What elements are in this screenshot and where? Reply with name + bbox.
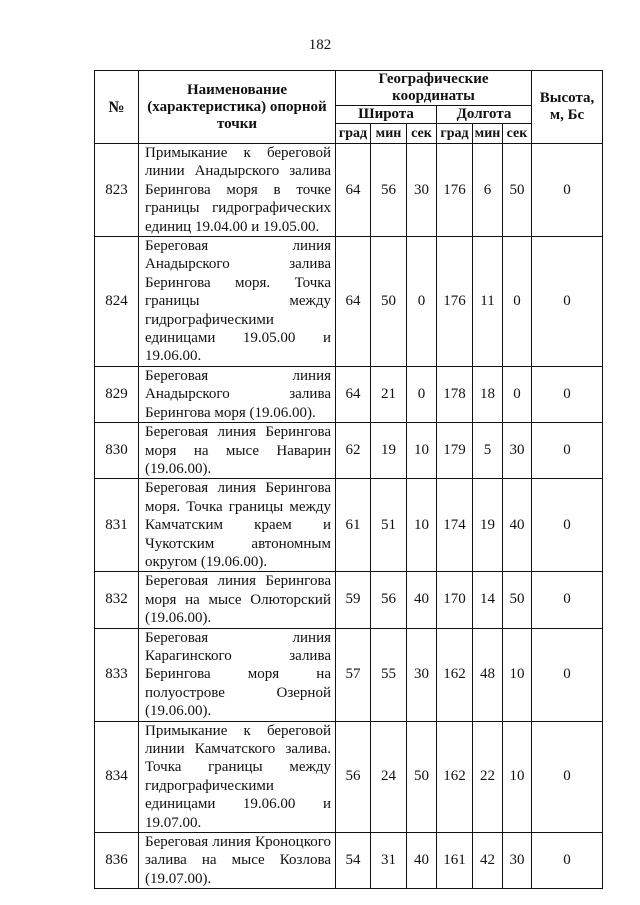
control-points-table	[94, 70, 603, 889]
point-description: Береговая линия Карагинского залива Берингова моря на полуострове Озерной (19.06.00).	[139, 628, 336, 721]
lat-seconds: 30	[407, 628, 437, 721]
header-latitude: Широта	[336, 106, 437, 124]
header-lat-minutes: мин	[371, 124, 407, 144]
point-number: 830	[95, 423, 139, 479]
lon-minutes: 6	[473, 144, 503, 237]
header-lat-degrees: град	[336, 124, 371, 144]
lat-degrees: 62	[336, 423, 371, 479]
table-row	[95, 721, 603, 832]
header-lon-seconds: сек	[503, 124, 532, 144]
point-description: Береговая линия Берингова моря на мысе Олюторский (19.06.00).	[139, 572, 336, 628]
lon-minutes: 42	[473, 833, 503, 889]
height-value: 0	[532, 423, 603, 479]
lat-seconds: 10	[407, 479, 437, 572]
point-number: 831	[95, 479, 139, 572]
lat-degrees: 56	[336, 721, 371, 832]
lat-minutes: 24	[371, 721, 407, 832]
lon-minutes: 22	[473, 721, 503, 832]
lat-seconds: 40	[407, 572, 437, 628]
lat-degrees: 64	[336, 144, 371, 237]
header-lat-seconds: сек	[407, 124, 437, 144]
point-description: Береговая линия Берингова моря на мысе Наварин (19.06.00).	[139, 423, 336, 479]
height-value: 0	[532, 366, 603, 422]
point-number: 832	[95, 572, 139, 628]
lat-degrees: 61	[336, 479, 371, 572]
lat-seconds: 50	[407, 721, 437, 832]
point-description: Береговая линия Анадырского залива Берингова моря. Точка границы между гидрографическими единицами 19.05.00 и 19.06.00.	[139, 237, 336, 367]
point-number: 823	[95, 144, 139, 237]
table-row	[95, 479, 603, 572]
lon-seconds: 30	[503, 423, 532, 479]
table-row	[95, 237, 603, 367]
lat-minutes: 19	[371, 423, 407, 479]
point-description: Береговая линия Кроноцкого залива на мысе Козлова (19.07.00).	[139, 833, 336, 889]
page-number: 182	[308, 37, 332, 53]
lat-seconds: 40	[407, 833, 437, 889]
point-number: 833	[95, 628, 139, 721]
point-description: Примыкание к береговой линии Камчатского залива. Точка границы между гидрографическими единицами 19.06.00 и 19.07.00.	[139, 721, 336, 832]
lon-degrees: 179	[437, 423, 473, 479]
lon-degrees: 162	[437, 721, 473, 832]
header-geo-coordinates: Географические координаты	[336, 71, 532, 106]
lon-minutes: 11	[473, 237, 503, 367]
lat-degrees: 64	[336, 237, 371, 367]
lat-degrees: 64	[336, 366, 371, 422]
lon-minutes: 14	[473, 572, 503, 628]
lat-degrees: 57	[336, 628, 371, 721]
lon-degrees: 170	[437, 572, 473, 628]
height-value: 0	[532, 479, 603, 572]
lat-minutes: 56	[371, 144, 407, 237]
lon-degrees: 176	[437, 237, 473, 367]
lon-seconds: 0	[503, 366, 532, 422]
lat-minutes: 21	[371, 366, 407, 422]
lat-minutes: 55	[371, 628, 407, 721]
point-number: 824	[95, 237, 139, 367]
lon-degrees: 161	[437, 833, 473, 889]
lon-seconds: 10	[503, 628, 532, 721]
height-value: 0	[532, 572, 603, 628]
lat-seconds: 30	[407, 144, 437, 237]
lat-degrees: 54	[336, 833, 371, 889]
lon-minutes: 5	[473, 423, 503, 479]
lon-minutes: 18	[473, 366, 503, 422]
height-value: 0	[532, 833, 603, 889]
point-description: Береговая линия Анадырского залива Берингова моря (19.06.00).	[139, 366, 336, 422]
lon-degrees: 162	[437, 628, 473, 721]
lon-minutes: 19	[473, 479, 503, 572]
table-row	[95, 423, 603, 479]
height-value: 0	[532, 628, 603, 721]
lon-seconds: 50	[503, 572, 532, 628]
lat-minutes: 56	[371, 572, 407, 628]
table-row	[95, 572, 603, 628]
lon-seconds: 50	[503, 144, 532, 237]
table-row	[95, 366, 603, 422]
table-row	[95, 628, 603, 721]
lat-seconds: 0	[407, 366, 437, 422]
header-lon-degrees: град	[437, 124, 473, 144]
header-height: Высота, м, Бс	[532, 71, 603, 144]
point-description: Примыкание к береговой линии Анадырского залива Берингова моря в точке границы гидрографических единиц 19.04.00 и 19.05.00.	[139, 144, 336, 237]
point-number: 834	[95, 721, 139, 832]
header-lon-minutes: мин	[473, 124, 503, 144]
table-row	[95, 144, 603, 237]
header-longitude: Долгота	[437, 106, 532, 124]
lat-minutes: 51	[371, 479, 407, 572]
lon-seconds: 10	[503, 721, 532, 832]
point-description: Береговая линия Берингова моря. Точка границы между Камчатским краем и Чукотским автономным округом (19.06.00).	[139, 479, 336, 572]
height-value: 0	[532, 237, 603, 367]
point-number: 836	[95, 833, 139, 889]
lat-minutes: 31	[371, 833, 407, 889]
lon-seconds: 0	[503, 237, 532, 367]
height-value: 0	[532, 144, 603, 237]
point-number: 829	[95, 366, 139, 422]
height-value: 0	[532, 721, 603, 832]
header-number: №	[95, 71, 139, 144]
lat-degrees: 59	[336, 572, 371, 628]
lon-degrees: 174	[437, 479, 473, 572]
lat-minutes: 50	[371, 237, 407, 367]
lon-degrees: 178	[437, 366, 473, 422]
lon-minutes: 48	[473, 628, 503, 721]
lat-seconds: 10	[407, 423, 437, 479]
lon-degrees: 176	[437, 144, 473, 237]
lat-seconds: 0	[407, 237, 437, 367]
header-point-name: Наименование (характеристика) опорной точки	[139, 71, 336, 144]
lon-seconds: 40	[503, 479, 532, 572]
table-row	[95, 833, 603, 889]
lon-seconds: 30	[503, 833, 532, 889]
